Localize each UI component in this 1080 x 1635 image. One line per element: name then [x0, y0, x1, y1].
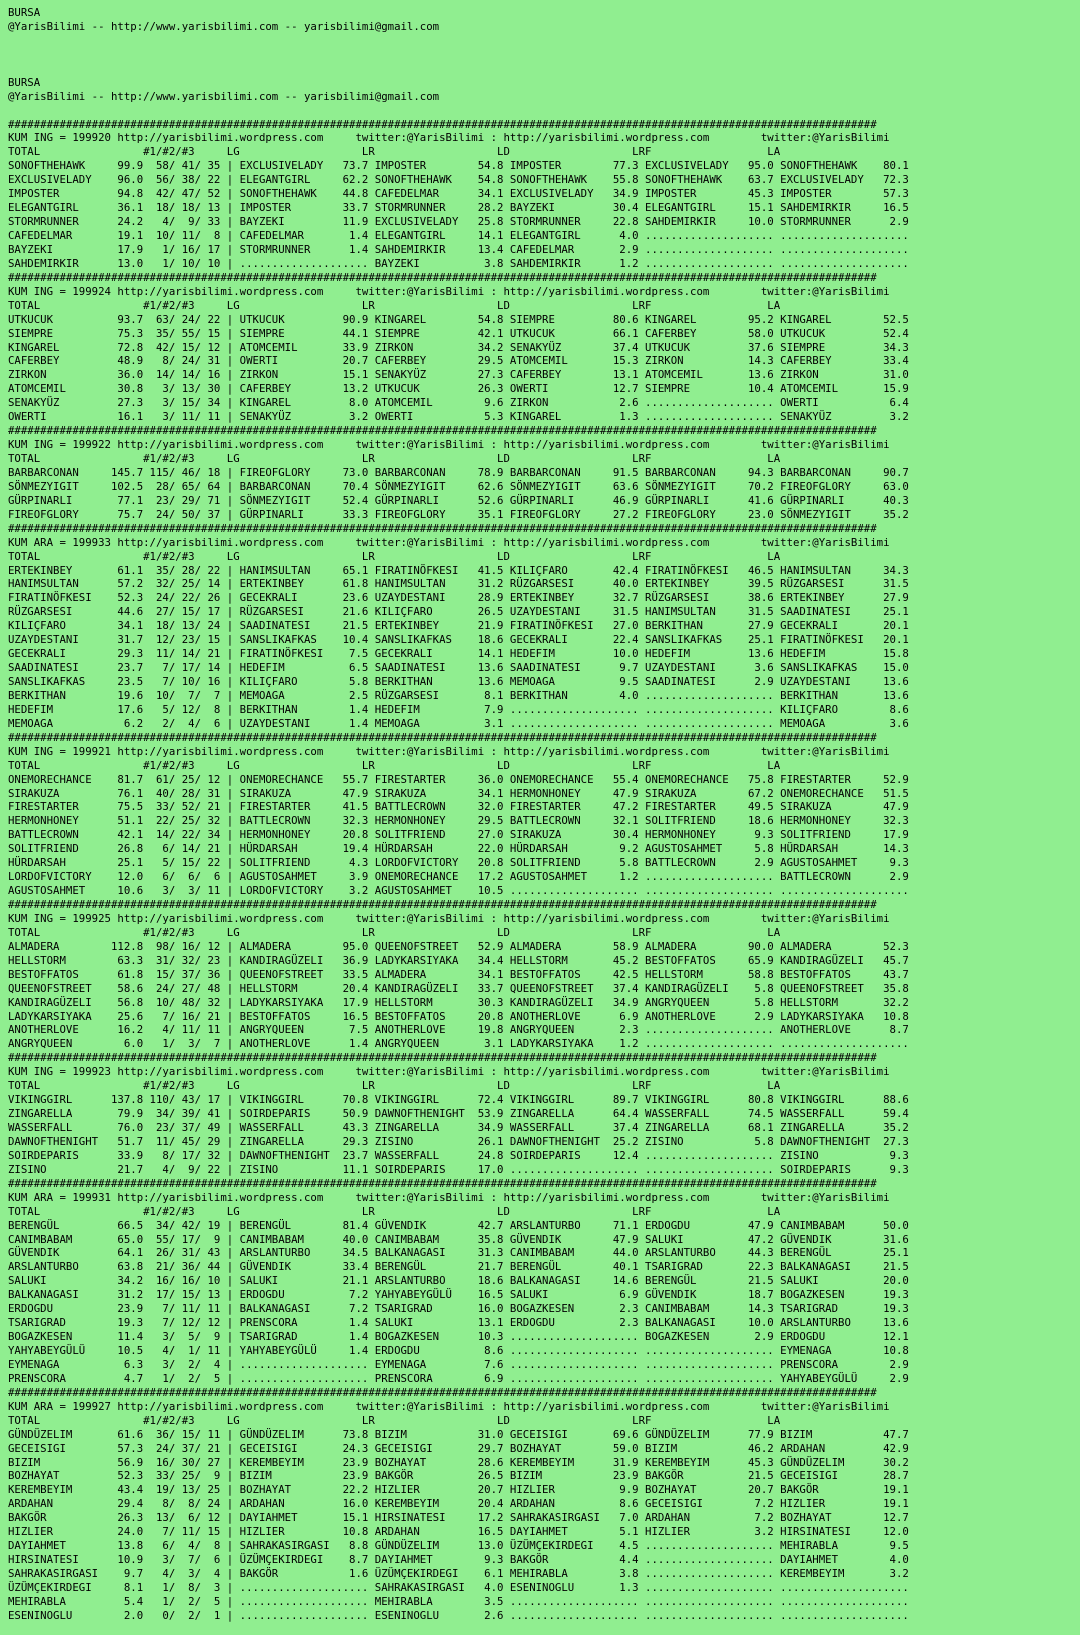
race-banner: KUM ING = 199922 http://yarisbilimi.wordpress.com twitter:@YarisBilimi : http://yarisbilimi.wordpress.com twitter:@YarisBilimi — [8, 438, 890, 452]
horse-row: ARDAHAN 29.4 8/ 8/ 24 | ARDAHAN 16.0 KEREMBEYIM 20.4 ARDAHAN 8.6 GECEISIGI 7.2 HIZLIER 19.1 — [8, 1497, 909, 1511]
horse-row: WASSERFALL 76.0 23/ 37/ 49 | WASSERFALL 43.3 ZINGARELLA 34.9 WASSERFALL 37.4 ZINGARELLA 68.1 ZINGARELLA 35.2 — [8, 1121, 909, 1134]
horse-row: QUEENOFSTREET 58.6 24/ 27/ 48 | HELLSTORM 20.4 KANDIRAGÜZELI 33.7 QUEENOFSTREET 37.4 KANDIRAGÜZELI 5.8 QUEENOFSTREET 35.8 — [8, 981, 909, 995]
horse-row: FIREOFGLORY 75.7 24/ 50/ 37 | GÜRPINARLI 33.3 FIREOFGLORY 35.1 FIREOFGLORY 27.2 FIREOFGLORY 23.0 SÖNMEZYIGIT 35.2 — [8, 507, 909, 521]
horse-row: SIEMPRE 75.3 35/ 55/ 15 | SIEMPRE 44.1 SIEMPRE 42.1 UTKUCUK 66.1 CAFERBEY 58.0 UTKUCUK 52.4 — [8, 326, 909, 340]
horse-row: ERTEKINBEY 61.1 35/ 28/ 22 | HANIMSULTAN 65.1 FIRATINÖFKESI 41.5 KILIÇFARO 42.4 FIRATINÖFKESI 46.5 HANIMSULTAN 34.3 — [8, 563, 909, 577]
horse-row: KINGAREL 72.8 42/ 15/ 12 | ATOMCEMIL 33.9 ZIRKON 34.2 SENAKYÜZ 37.4 UTKUCUK 37.6 SIEMPRE 34.3 — [8, 340, 909, 354]
horse-row: TSARIGRAD 19.3 7/ 12/ 12 | PRENSCORA 1.4 SALUKI 13.1 ERDOGDU 2.3 BALKANAGASI 10.0 ARSLANTURBO 13.6 — [8, 1316, 909, 1330]
horse-row: AGUSTOSAHMET 10.6 3/ 3/ 11 | LORDOFVICTORY 3.2 AGUSTOSAHMET 10.5 .................... .................... .................... — [8, 884, 909, 898]
horse-row: DAWNOFTHENIGHT 51.7 11/ 45/ 29 | ZINGARELLA 29.3 ZISINO 26.1 DAWNOFTHENIGHT 25.2 ZISINO 5.8 DAWNOFTHENIGHT 27.3 — [8, 1134, 909, 1148]
horse-row: SANSLIKAFKAS 23.5 7/ 10/ 16 | KILIÇFARO 5.8 BERKITHAN 13.6 MEMOAGA 9.5 SAADINATESI 2.9 UZAYDESTANI 13.6 — [8, 675, 909, 688]
column-header: TOTAL #1/#2/#3 LG LR LD LRF LA — [8, 1204, 781, 1218]
header-contact: @YarisBilimi -- http://www.yarisbilimi.com -- yarisbilimi@gmail.com — [8, 19, 440, 33]
horse-row: GECEKRALI 29.3 11/ 14/ 21 | FIRATINÖFKESI 7.5 GECEKRALI 14.1 HEDEFIM 10.0 HEDEFIM 13.6 HEDEFIM 15.8 — [8, 647, 909, 661]
separator-line: ####################################################################################################################################### — [8, 117, 877, 131]
horse-row: YAHYABEYGÜLÜ 10.5 4/ 1/ 11 | YAHYABEYGÜLÜ 1.4 ERDOGDU 8.6 .................... .................... EYMENAGA 10.8 — [8, 1344, 909, 1357]
horse-row: ERDOGDU 23.9 7/ 11/ 11 | BALKANAGASI 7.2 TSARIGRAD 16.0 BOGAZKESEN 2.3 CANIMBABAM 14.3 TSARIGRAD 19.3 — [8, 1302, 909, 1316]
column-header: TOTAL #1/#2/#3 LG LR LD LRF LA — [8, 758, 781, 772]
blank-line — [8, 104, 1080, 118]
horse-row: BERENGÜL 66.5 34/ 42/ 19 | BERENGÜL 81.4 GÜVENDIK 42.7 ARSLANTURBO 71.1 ERDOGDU 47.9 CANIMBABAM 50.0 — [8, 1218, 909, 1232]
separator-line: ####################################################################################################################################### — [8, 898, 877, 911]
horse-row: KANDIRAGÜZELI 56.8 10/ 48/ 32 | LADYKARSIYAKA 17.9 HELLSTORM 30.3 KANDIRAGÜZELI 34.9 ANGRYQUEEN 5.8 HELLSTORM 32.2 — [8, 995, 909, 1009]
blank-line — [8, 48, 1080, 62]
horse-row: ESENINOGLU 2.0 0/ 2/ 1 | .................... ESENINOGLU 2.6 .................... .................... .................... — [8, 1608, 909, 1622]
race-sections — [8, 118, 1080, 1623]
race-banner: KUM ARA = 199931 http://yarisbilimi.wordpress.com twitter:@YarisBilimi : http://yarisbilimi.wordpress.com twitter:@YarisBilimi — [8, 1190, 890, 1204]
header-city-repeat: BURSA — [8, 75, 41, 89]
horse-row: HÜRDARSAH 25.1 5/ 15/ 22 | SOLITFRIEND 4.3 LORDOFVICTORY 20.8 SOLITFRIEND 5.8 BATTLECROWN 2.9 AGUSTOSAHMET 9.3 — [8, 856, 909, 870]
separator-line: ####################################################################################################################################### — [8, 1176, 877, 1190]
horse-row: BIZIM 56.9 16/ 30/ 27 | KEREMBEYIM 23.9 BOZHAYAT 28.6 KEREMBEYIM 31.9 KEREMBEYIM 45.3 GÜNDÜZELIM 30.2 — [8, 1455, 909, 1469]
horse-row: ZIRKON 36.0 14/ 14/ 16 | ZIRKON 15.1 SENAKYÜZ 27.3 CAFERBEY 13.1 ATOMCEMIL 13.6 ZIRKON 31.0 — [8, 368, 909, 382]
horse-row: ALMADERA 112.8 98/ 16/ 12 | ALMADERA 95.0 QUEENOFSTREET 52.9 ALMADERA 58.9 ALMADERA 90.0 ALMADERA 52.3 — [8, 939, 909, 953]
horse-row: HANIMSULTAN 57.2 32/ 25/ 14 | ERTEKINBEY 61.8 HANIMSULTAN 31.2 RÜZGARSESI 40.0 ERTEKINBEY 39.5 RÜZGARSESI 31.5 — [8, 577, 909, 591]
race-banner: KUM ARA = 199933 http://yarisbilimi.wordpress.com twitter:@YarisBilimi : http://yarisbilimi.wordpress.com twitter:@YarisBilimi — [8, 535, 890, 549]
horse-row: KILIÇFARO 34.1 18/ 13/ 24 | SAADINATESI 21.5 ERTEKINBEY 21.9 FIRATINÖFKESI 27.0 BERKITHAN 27.9 GECEKRALI 20.1 — [8, 619, 909, 633]
horse-row: BAKGÖR 26.3 13/ 6/ 12 | DAYIAHMET 15.1 HIRSINATESI 17.2 SAHRAKASIRGASI 7.0 ARDAHAN 7.2 BOZHAYAT 12.7 — [8, 1511, 909, 1525]
column-header: TOTAL #1/#2/#3 LG LR LD LRF LA — [8, 1413, 781, 1427]
horse-row: ELEGANTGIRL 36.1 18/ 18/ 13 | IMPOSTER 33.7 STORMRUNNER 28.2 BAYZEKI 30.4 ELEGANTGIRL 15.1 SAHDEMIRKIR 16.5 — [8, 201, 909, 215]
horse-row: ONEMORECHANCE 81.7 61/ 25/ 12 | ONEMORECHANCE 55.7 FIRESTARTER 36.0 ONEMORECHANCE 55.4 ONEMORECHANCE 75.8 FIRESTARTER 52.9 — [8, 772, 909, 786]
horse-row: CAFERBEY 48.9 8/ 24/ 31 | OWERTI 20.7 CAFERBEY 29.5 ATOMCEMIL 15.3 ZIRKON 14.3 CAFERBEY 33.4 — [8, 354, 909, 368]
horse-row: HELLSTORM 63.3 31/ 32/ 23 | KANDIRAGÜZELI 36.9 LADYKARSIYAKA 34.4 HELLSTORM 45.2 BESTOFFATOS 65.9 KANDIRAGÜZELI 45.7 — [8, 953, 909, 967]
horse-row: SÖNMEZYIGIT 102.5 28/ 65/ 64 | BARBARCONAN 70.4 SÖNMEZYIGIT 62.6 SÖNMEZYIGIT 63.6 SÖNMEZYIGIT 70.2 FIREOFGLORY 63.0 — [8, 479, 909, 493]
blank-line — [8, 62, 1080, 76]
separator-line: ####################################################################################################################################### — [8, 730, 877, 744]
horse-row: ANOTHERLOVE 16.2 4/ 11/ 11 | ANGRYQUEEN 7.5 ANOTHERLOVE 19.8 ANGRYQUEEN 2.3 .................... ANOTHERLOVE 8.7 — [8, 1023, 909, 1037]
horse-row: DAYIAHMET 13.8 6/ 4/ 8 | SAHRAKASIRGASI 8.8 GÜNDÜZELIM 13.0 ÜZÜMÇEKIRDEGI 4.5 .................... MEHIRABLA 9.5 — [8, 1539, 909, 1553]
horse-row: IMPOSTER 94.8 42/ 47/ 52 | SONOFTHEHAWK 44.8 CAFEDELMAR 34.1 EXCLUSIVELADY 34.9 IMPOSTER 45.3 IMPOSTER 57.3 — [8, 187, 909, 201]
header-contact-repeat: @YarisBilimi -- http://www.yarisbilimi.com -- yarisbilimi@gmail.com — [8, 89, 440, 103]
horse-row: GÜNDÜZELIM 61.6 36/ 15/ 11 | GÜNDÜZELIM 73.8 BIZIM 31.0 GECEISIGI 69.6 GÜNDÜZELIM 77.9 BIZIM 47.7 — [8, 1427, 909, 1441]
horse-row: SOIRDEPARIS 33.9 8/ 17/ 32 | DAWNOFTHENIGHT 23.7 WASSERFALL 24.8 SOIRDEPARIS 12.4 .................... ZISINO 9.3 — [8, 1148, 909, 1162]
horse-row: SAADINATESI 23.7 7/ 17/ 14 | HEDEFIM 6.5 SAADINATESI 13.6 SAADINATESI 9.7 UZAYDESTANI 3.6 SANSLIKAFKAS 15.0 — [8, 661, 909, 675]
horse-row: MEMOAGA 6.2 2/ 4/ 6 | UZAYDESTANI 1.4 MEMOAGA 3.1 .................... .................... MEMOAGA 3.6 — [8, 716, 909, 730]
horse-row: OWERTI 16.1 3/ 11/ 11 | SENAKYÜZ 3.2 OWERTI 5.3 KINGAREL 1.3 .................... SENAKYÜZ 3.2 — [8, 410, 909, 424]
horse-row: SALUKI 34.2 16/ 16/ 10 | SALUKI 21.1 ARSLANTURBO 18.6 BALKANAGASI 14.6 BERENGÜL 21.5 SALUKI 20.0 — [8, 1274, 909, 1288]
horse-row: PRENSCORA 4.7 1/ 2/ 5 | .................... PRENSCORA 6.9 .................... .................... YAHYABEYGÜLÜ 2.9 — [8, 1371, 909, 1385]
horse-row: LORDOFVICTORY 12.0 6/ 6/ 6 | AGUSTOSAHMET 3.9 ONEMORECHANCE 17.2 AGUSTOSAHMET 1.2 .................... BATTLECROWN 2.9 — [8, 870, 909, 884]
race-banner: KUM ING = 199923 http://yarisbilimi.wordpress.com twitter:@YarisBilimi : http://yarisbilimi.wordpress.com twitter:@YarisBilimi — [8, 1065, 890, 1079]
column-header: TOTAL #1/#2/#3 LG LR LD LRF LA — [8, 452, 781, 465]
horse-row: EYMENAGA 6.3 3/ 2/ 4 | .................... EYMENAGA 7.6 .................... .................... PRENSCORA 2.9 — [8, 1357, 909, 1371]
column-header: TOTAL #1/#2/#3 LG LR LD LRF LA — [8, 298, 781, 312]
horse-row: SENAKYÜZ 27.3 3/ 15/ 34 | KINGAREL 8.0 ATOMCEMIL 9.6 ZIRKON 2.6 .................... OWERTI 6.4 — [8, 396, 909, 410]
horse-row: HERMONHONEY 51.1 22/ 25/ 32 | BATTLECROWN 32.3 HERMONHONEY 29.5 BATTLECROWN 32.1 SOLITFRIEND 18.6 HERMONHONEY 32.3 — [8, 814, 909, 828]
horse-row: GÜRPINARLI 77.1 23/ 29/ 71 | SÖNMEZYIGIT 52.4 GÜRPINARLI 52.6 GÜRPINARLI 46.9 GÜRPINARLI 41.6 GÜRPINARLI 40.3 — [8, 493, 909, 507]
blank-line — [8, 34, 1080, 48]
horse-row: MEHIRABLA 5.4 1/ 2/ 5 | .................... MEHIRABLA 3.5 .................... .................... .................... — [8, 1594, 909, 1608]
column-header: TOTAL #1/#2/#3 LG LR LD LRF LA — [8, 145, 781, 159]
column-header: TOTAL #1/#2/#3 LG LR LD LRF LA — [8, 925, 781, 939]
separator-line: ####################################################################################################################################### — [8, 424, 877, 438]
horse-row: CAFEDELMAR 19.1 10/ 11/ 8 | CAFEDELMAR 1.4 ELEGANTGIRL 14.1 ELEGANTGIRL 4.0 .................... .................... — [8, 229, 909, 242]
horse-row: CANIMBABAM 65.0 55/ 17/ 9 | CANIMBABAM 40.0 CANIMBABAM 35.8 GÜVENDIK 47.9 SALUKI 47.2 GÜVENDIK 31.6 — [8, 1232, 909, 1246]
header-city: BURSA — [8, 6, 41, 19]
column-header: TOTAL #1/#2/#3 LG LR LD LRF LA — [8, 549, 781, 563]
horse-row: HEDEFIM 17.6 5/ 12/ 8 | BERKITHAN 1.4 HEDEFIM 7.9 .................... .................... KILIÇFARO 8.6 — [8, 702, 909, 716]
horse-row: UTKUCUK 93.7 63/ 24/ 22 | UTKUCUK 90.9 KINGAREL 54.8 SIEMPRE 80.6 KINGAREL 95.2 KINGAREL 52.5 — [8, 312, 909, 326]
horse-row: SONOFTHEHAWK 99.9 58/ 41/ 35 | EXCLUSIVELADY 73.7 IMPOSTER 54.8 IMPOSTER 77.3 EXCLUSIVELADY 95.0 SONOFTHEHAWK 80.1 — [8, 159, 909, 173]
horse-row: VIKINGGIRL 137.8 110/ 43/ 17 | VIKINGGIRL 70.8 VIKINGGIRL 72.4 VIKINGGIRL 89.7 VIKINGGIRL 80.8 VIKINGGIRL 88.6 — [8, 1093, 909, 1107]
race-banner: KUM ING = 199921 http://yarisbilimi.wordpress.com twitter:@YarisBilimi : http://yarisbilimi.wordpress.com twitter:@YarisBilimi — [8, 744, 890, 758]
horse-row: ZISINO 21.7 4/ 9/ 22 | ZISINO 11.1 SOIRDEPARIS 17.0 .................... .................... SOIRDEPARIS 9.3 — [8, 1162, 909, 1176]
horse-row: SAHRAKASIRGASI 9.7 4/ 3/ 4 | BAKGÖR 1.6 ÜZÜMÇEKIRDEGI 6.1 MEHIRABLA 3.8 .................... KEREMBEYIM 3.2 — [8, 1567, 909, 1580]
horse-row: RÜZGARSESI 44.6 27/ 15/ 17 | RÜZGARSESI 21.6 KILIÇFARO 26.5 UZAYDESTANI 31.5 HANIMSULTAN 31.5 SAADINATESI 25.1 — [8, 605, 909, 619]
race-banner: KUM ING = 199920 http://yarisbilimi.wordpress.com twitter:@YarisBilimi : http://yarisbilimi.wordpress.com twitter:@YarisBilimi — [8, 131, 890, 145]
horse-row: LADYKARSIYAKA 25.6 7/ 16/ 21 | BESTOFFATOS 16.5 BESTOFFATOS 20.8 ANOTHERLOVE 6.9 ANOTHERLOVE 2.9 LADYKARSIYAKA 10.8 — [8, 1009, 909, 1023]
separator-line: ####################################################################################################################################### — [8, 1385, 877, 1399]
separator-line: ####################################################################################################################################### — [8, 270, 877, 284]
column-header: TOTAL #1/#2/#3 LG LR LD LRF LA — [8, 1079, 781, 1093]
horse-row: ATOMCEMIL 30.8 3/ 13/ 30 | CAFERBEY 13.2 UTKUCUK 26.3 OWERTI 12.7 SIEMPRE 10.4 ATOMCEMIL 15.9 — [8, 382, 909, 396]
separator-line: ####################################################################################################################################### — [8, 521, 877, 535]
horse-row: ÜZÜMÇEKIRDEGI 8.1 1/ 8/ 3 | .................... SAHRAKASIRGASI 4.0 ESENINOGLU 1.3 .................... .................... — [8, 1580, 909, 1594]
horse-row: KEREMBEYIM 43.4 19/ 13/ 25 | BOZHAYAT 22.2 HIZLIER 20.7 HIZLIER 9.9 BOZHAYAT 20.7 BAKGÖR 19.1 — [8, 1483, 909, 1497]
horse-row: BERKITHAN 19.6 10/ 7/ 7 | MEMOAGA 2.5 RÜZGARSESI 8.1 BERKITHAN 4.0 .................... BERKITHAN 13.6 — [8, 688, 909, 702]
horse-row: BOZHAYAT 52.3 33/ 25/ 9 | BIZIM 23.9 BAKGÖR 26.5 BIZIM 23.9 BAKGÖR 21.5 GECEISIGI 28.7 — [8, 1469, 909, 1483]
separator-line: ####################################################################################################################################### — [8, 1051, 877, 1065]
horse-row: GECEISIGI 57.3 24/ 37/ 21 | GECEISIGI 24.3 GECEISIGI 29.7 BOZHAYAT 59.0 BIZIM 46.2 ARDAHAN 42.9 — [8, 1441, 909, 1455]
horse-row: EXCLUSIVELADY 96.0 56/ 38/ 22 | ELEGANTGIRL 62.2 SONOFTHEHAWK 54.8 SONOFTHEHAWK 55.8 SONOFTHEHAWK 63.7 EXCLUSIVELADY 72.3 — [8, 173, 909, 187]
horse-row: BATTLECROWN 42.1 14/ 22/ 34 | HERMONHONEY 20.8 SOLITFRIEND 27.0 SIRAKUZA 30.4 HERMONHONEY 9.3 SOLITFRIEND 17.9 — [8, 828, 909, 842]
race-banner: KUM ING = 199924 http://yarisbilimi.wordpress.com twitter:@YarisBilimi : http://yarisbilimi.wordpress.com twitter:@YarisBilimi — [8, 284, 890, 298]
horse-row: SOLITFRIEND 26.8 6/ 14/ 21 | HÜRDARSAH 19.4 HÜRDARSAH 22.0 HÜRDARSAH 9.2 AGUSTOSAHMET 5.8 HÜRDARSAH 14.3 — [8, 842, 909, 856]
horse-row: BARBARCONAN 145.7 115/ 46/ 18 | FIREOFGLORY 73.0 BARBARCONAN 78.9 BARBARCONAN 91.5 BARBARCONAN 94.3 BARBARCONAN 90.7 — [8, 465, 909, 479]
horse-row: UZAYDESTANI 31.7 12/ 23/ 15 | SANSLIKAFKAS 10.4 SANSLIKAFKAS 18.6 GECEKRALI 22.4 SANSLIKAFKAS 25.1 FIRATINÖFKESI 20.1 — [8, 633, 909, 647]
horse-row: STORMRUNNER 24.2 4/ 9/ 33 | BAYZEKI 11.9 EXCLUSIVELADY 25.8 STORMRUNNER 22.8 SAHDEMIRKIR 10.0 STORMRUNNER 2.9 — [8, 215, 909, 229]
horse-row: ARSLANTURBO 63.8 21/ 36/ 44 | GÜVENDIK 33.4 BERENGÜL 21.7 BERENGÜL 40.1 TSARIGRAD 22.3 BALKANAGASI 21.5 — [8, 1260, 909, 1274]
race-banner: KUM ARA = 199927 http://yarisbilimi.wordpress.com twitter:@YarisBilimi : http://yarisbilimi.wordpress.com twitter:@YarisBilimi — [8, 1399, 890, 1413]
horse-row: BESTOFFATOS 61.8 15/ 37/ 36 | QUEENOFSTREET 33.5 ALMADERA 34.1 BESTOFFATOS 42.5 HELLSTORM 58.8 BESTOFFATOS 43.7 — [8, 967, 909, 981]
horse-row: SAHDEMIRKIR 13.0 1/ 10/ 10 | .................... BAYZEKI 3.8 SAHDEMIRKIR 1.2 .................... .................... — [8, 256, 909, 270]
horse-row: BOGAZKESEN 11.4 3/ 5/ 9 | TSARIGRAD 1.4 BOGAZKESEN 10.3 .................... BOGAZKESEN 2.9 ERDOGDU 12.1 — [8, 1330, 909, 1344]
horse-row: SIRAKUZA 76.1 40/ 28/ 31 | SIRAKUZA 47.9 SIRAKUZA 34.1 HERMONHONEY 47.9 SIRAKUZA 67.2 ONEMORECHANCE 51.5 — [8, 786, 909, 800]
horse-row: GÜVENDIK 64.1 26/ 31/ 43 | ARSLANTURBO 34.5 BALKANAGASI 31.3 CANIMBABAM 44.0 ARSLANTURBO 44.3 BERENGÜL 25.1 — [8, 1246, 909, 1260]
race-banner: KUM ING = 199925 http://yarisbilimi.wordpress.com twitter:@YarisBilimi : http://yarisbilimi.wordpress.com twitter:@YarisBilimi — [8, 911, 890, 925]
horse-row: FIRESTARTER 75.5 33/ 52/ 21 | FIRESTARTER 41.5 BATTLECROWN 32.0 FIRESTARTER 47.2 FIRESTARTER 49.5 SIRAKUZA 47.9 — [8, 800, 909, 814]
horse-row: BALKANAGASI 31.2 17/ 15/ 13 | ERDOGDU 7.2 YAHYABEYGÜLÜ 16.5 SALUKI 6.9 GÜVENDIK 18.7 BOGAZKESEN 19.3 — [8, 1288, 909, 1302]
horse-row: FIRATINÖFKESI 52.3 24/ 22/ 26 | GECEKRALI 23.6 UZAYDESTANI 28.9 ERTEKINBEY 32.7 RÜZGARSESI 38.6 ERTEKINBEY 27.9 — [8, 591, 909, 605]
horse-row: HIZLIER 24.0 7/ 11/ 15 | HIZLIER 10.8 ARDAHAN 16.5 DAYIAHMET 5.1 HIZLIER 3.2 HIRSINATESI 12.0 — [8, 1525, 909, 1539]
horse-row: ANGRYQUEEN 6.0 1/ 3/ 7 | ANOTHERLOVE 1.4 ANGRYQUEEN 3.1 LADYKARSIYAKA 1.2 .................... .................... — [8, 1037, 909, 1051]
horse-row: HIRSINATESI 10.9 3/ 7/ 6 | ÜZÜMÇEKIRDEGI 8.7 DAYIAHMET 9.3 BAKGÖR 4.4 .................... DAYIAHMET 4.0 — [8, 1553, 909, 1567]
horse-row: ZINGARELLA 79.9 34/ 39/ 41 | SOIRDEPARIS 50.9 DAWNOFTHENIGHT 53.9 ZINGARELLA 64.4 WASSERFALL 74.5 WASSERFALL 59.4 — [8, 1107, 909, 1121]
horse-row: BAYZEKI 17.9 1/ 16/ 17 | STORMRUNNER 1.4 SAHDEMIRKIR 13.4 CAFEDELMAR 2.9 .................... .................... — [8, 242, 909, 256]
